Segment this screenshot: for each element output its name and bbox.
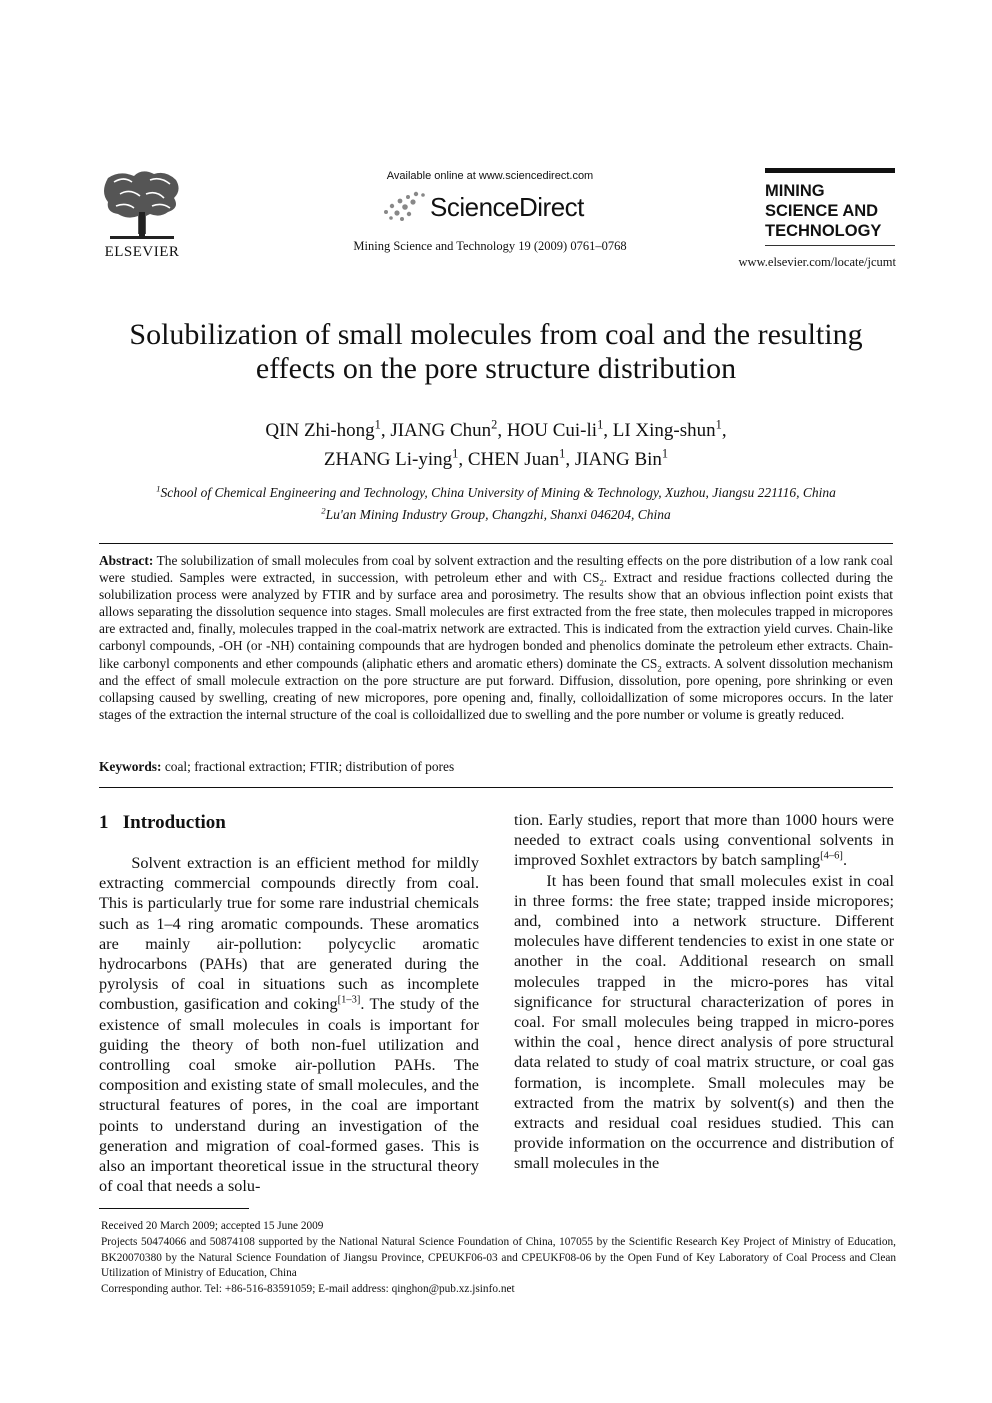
author-name: JIANG Bin — [574, 449, 662, 470]
subscript: 2 — [599, 577, 604, 588]
affiliation-number: 2 — [321, 505, 326, 516]
title-line: Solubilization of small molecules from coal and the resulting — [129, 318, 863, 351]
journal-name-line: SCIENCE AND — [765, 202, 879, 220]
keywords-label: Keywords: — [99, 759, 162, 774]
citation-ref[interactable]: [4–6] — [820, 851, 843, 863]
affiliation-mark: 1 — [559, 446, 566, 461]
affiliation-mark: 2 — [491, 417, 498, 432]
journal-name-line: TECHNOLOGY — [765, 222, 882, 240]
affiliation-number: 1 — [156, 483, 161, 494]
abstract-text: extracts. A solvent dissolution mechanism and the effect of small molecule extraction on the pore structure are put forward. Diffusion, dissolution, pore opening, pore shrinking or even collapsing caused by swelling, creating of new micropores, pore opening and, finally, colloidallization of some micropores occurs. In the later stages of the extraction the internal structure of the coal is colloidallized due to swelling and the pore number or volume is greatly reduced. — [99, 655, 894, 722]
author-list: QIN Zhi-hong$^1$, JIANG Chun$^2$, HOU Cui-$li^1$, LI Xing-shun$^1$, ZHANG Li-ying$^1$, CHEN Juan$^1$, JIANG Bin$^1$ — [265, 417, 727, 470]
body-paragraph-continued: tion. Early studies, report that more than 1000 hours were needed to extract coals using conventional solvents in improved Soxhlet extractors by batch sampling[4–6]. — [514, 811, 894, 870]
affiliation-mark: 1 — [374, 417, 381, 432]
sciencedirect-dots-icon — [380, 190, 428, 222]
paragraph-text: . The study of the existence of small molecules in coals is important for guiding the theory of both non-fuel utilization and controlling coal smoke air-pollution PAHs. The composition and existing state of small molecules, and the structural features of pores, in the coal are important points to understand during an investigation of the generation and migration of coal-formed gases. This is also an important theoretical issue in the structural theory of coal that needs a solu- — [99, 995, 480, 1196]
affiliation-mark: 1 — [661, 446, 669, 461]
keywords-text: coal; fractional extraction; FTIR; distribution of pores — [164, 759, 455, 774]
body-paragraph: It has been found that small molecules exist in coal in three forms: the free state; trapped inside micropores; and, combined into a network structure. Different molecules have different tendencies to exist in one state or another in the coal. Additional research on small molecules trapped in the micro-pores has vital significance for structural characterization of pores in coal. For small molecules being trapped in micro-pores within the coal，hence direct analysis of pore structural data related to study of coal matrix structure, or coal gas formation, is incomplete. Small molecules may be extracted from the matrix by solvent(s) and then the extracts and residual coal residues studied. This can provide information on the occurrence and distribution of small molecules in the — [514, 871, 894, 1173]
affiliation-text: School of Chemical Engineering and Technology, China University of Mining & Technology, Xuzhou, Jiangsu 221116, China — [160, 485, 836, 500]
body-column-left — [99, 853, 479, 1196]
paragraph-text: Solvent extraction is an efficient method for mildly extracting commercial compounds directly from coal. This is particularly true for some rare industrial chemicals such as 1–4 ring aromatic compounds. These aromatics are mainly air-pollution: polycyclic aromatic hydrocarbons (PAHs) that are generated during the pyrolysis of coal in situations such as incomplete combustion, gasification and coking — [99, 854, 479, 1014]
title-line: effects on the pore structure distribution — [255, 352, 737, 385]
footnote-rule — [99, 1208, 249, 1209]
abstract — [99, 552, 893, 723]
affiliation-mark: 1 — [597, 417, 604, 432]
journal-url[interactable]: www.elsevier.com/locate/jcumt — [738, 255, 896, 269]
corresponding-author-note: Corresponding author. Tel: +86-516-83591059; E-mail address: qinghon@pub.xz.jsinfo.net — [101, 1283, 515, 1296]
affiliation-item — [100, 482, 892, 504]
author-name: QIN Zhi-hong — [265, 420, 375, 441]
sciencedirect-wordmark: ScienceDirect — [430, 192, 584, 222]
article-title — [100, 318, 892, 386]
author-name: LI Xing-shun — [612, 420, 716, 441]
abstract-bottom-rule — [99, 787, 893, 788]
abstract-top-rule — [99, 543, 893, 544]
citation-ref[interactable]: [1–3] — [337, 995, 361, 1007]
sciencedirect-logo[interactable] — [380, 190, 610, 224]
funding-note: Projects 50474066 and 50874108 supported by the National Natural Science Foundation of China, 107055 by the Scientific Research Key Project of Ministry of Education, BK20070380 by the Natural Science Foundation of Jiangsu Province, CPEUKF06-03 and CPEUKF08-06 by the Open Fund of Key Laboratory of Coal Process and Clean Utilization of Ministry of Education, China — [101, 1235, 896, 1280]
abstract-label: Abstract: — [99, 553, 154, 568]
received-note: Received 20 March 2009; accepted 15 June 2009 — [101, 1220, 324, 1232]
author-name: CHEN Juan — [467, 449, 560, 470]
journal-name-line: MINING — [765, 182, 825, 200]
affiliation-mark: 1 — [715, 417, 722, 432]
affiliation-text: Lu'an Mining Industry Group, Changzhi, Shanxi 046204, China — [325, 507, 671, 522]
body-column-right — [514, 810, 894, 1174]
body-paragraph — [99, 853, 479, 1196]
author-name: ZHANG Li-ying — [323, 449, 453, 470]
publisher-name: ELSEVIER — [104, 244, 180, 260]
abstract-text: . Extract and residue fractions collected during the solubilization process were analyzed by FTIR and by surface area and porosimetry. The results show that an obvious inflection point exists that allows separating the dissolution sequence into stages. Small molecules are first extracted from the free state, then molecules trapped in micropores are extracted and, finally, molecules trapped in the coal-matrix network are extracted. This is indicated from the extraction yield curves. Chain-like carbonyl compounds, -OH (or -NH) containing compounds that are hydrogen bonded and phenolics dominate the petroleum ether extracts. Chain-like carbonyl components and ether compounds (aliphatic ethers and aromatic ethers) dominate the CS — [99, 570, 893, 671]
elsevier-logo[interactable] — [100, 168, 184, 261]
journal-citation: Mining Science and Technology 19 (2009) 0761–0768 — [353, 239, 627, 253]
keywords — [99, 759, 893, 775]
abstract-text: The solubilization of small molecules from coal by solvent extraction and the resulting effects on the pore distribution of a low rank coal were studied. Samples were extracted, in succession, with petroleum ether and with CS — [99, 553, 893, 586]
available-online-text: Available online at www.sciencedirect.com — [386, 170, 594, 182]
author-name: HOU Cui-li — [506, 420, 598, 441]
footnotes — [101, 1219, 896, 1298]
elsevier-tree-icon — [100, 168, 184, 242]
paragraph-text: . — [842, 851, 847, 870]
subscript: 2 — [657, 663, 662, 674]
section-heading: 1 Introduction — [99, 812, 226, 833]
journal-name-block — [765, 168, 895, 246]
affiliation-item — [100, 504, 892, 526]
affiliation-list — [100, 482, 892, 526]
affiliation-mark: 1 — [452, 446, 459, 461]
author-name: JIANG Chun — [390, 420, 492, 441]
